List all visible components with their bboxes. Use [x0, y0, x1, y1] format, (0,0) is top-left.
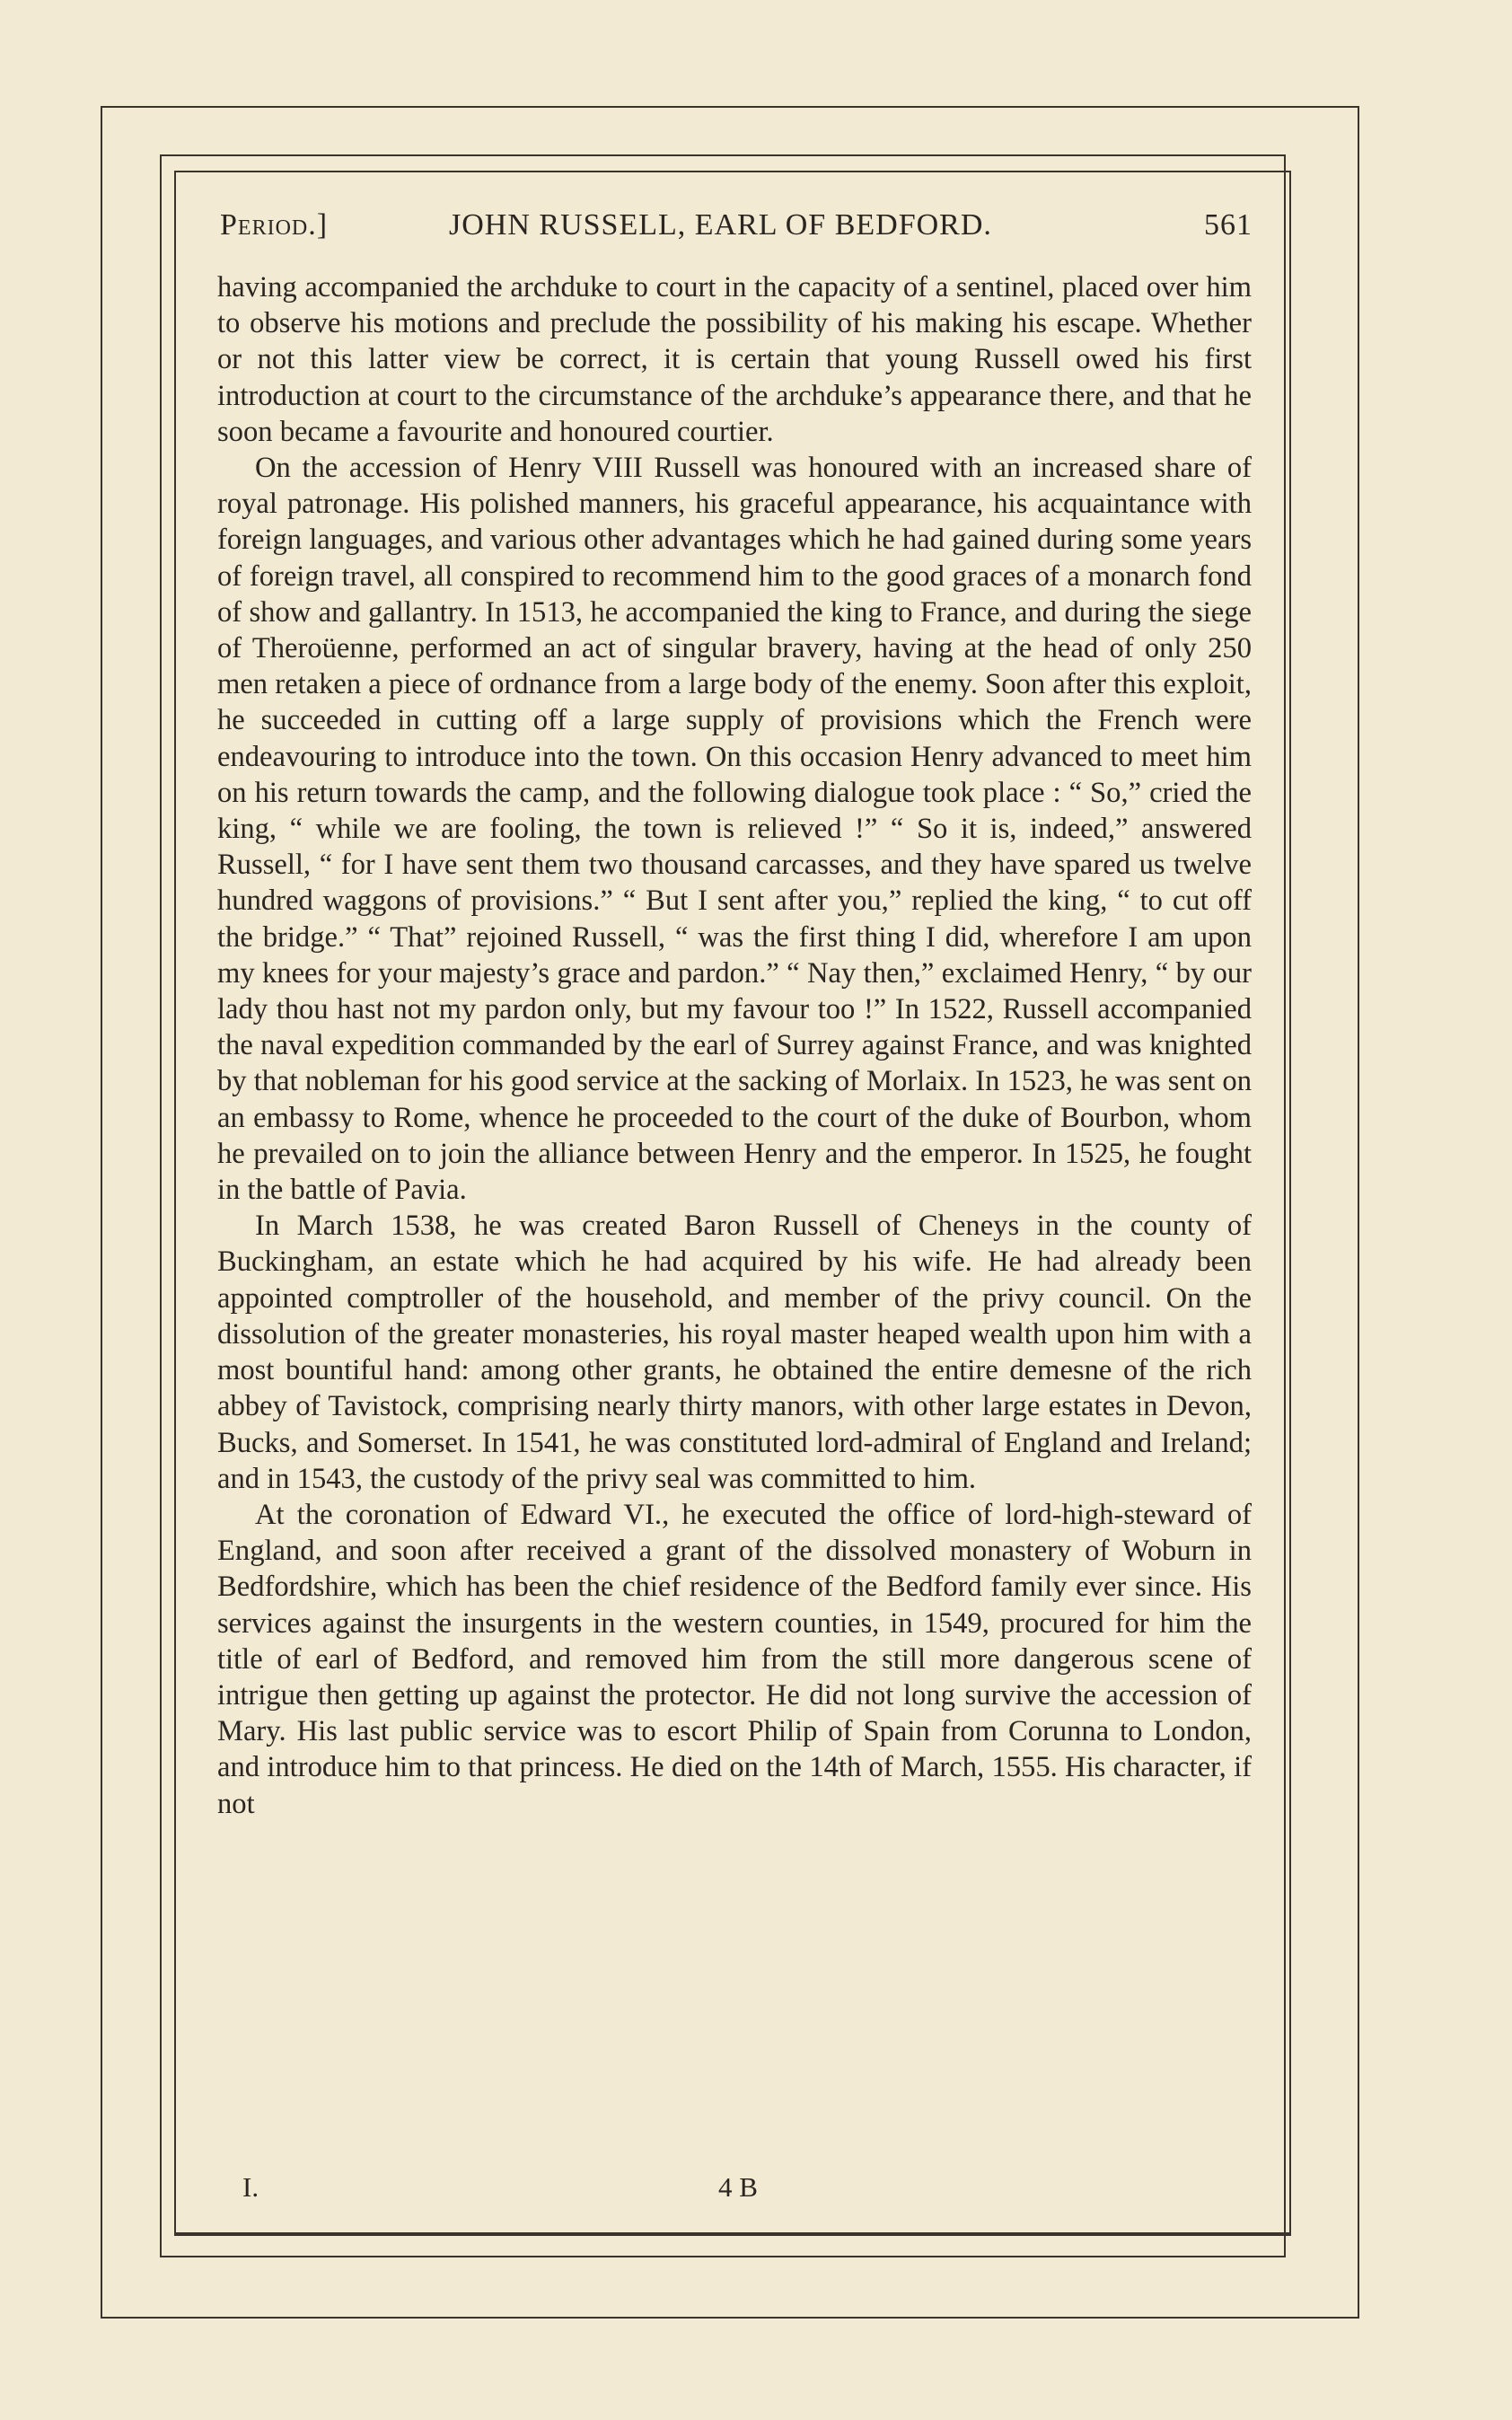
paragraph: having accompanied the archduke to court in the capacity of a sentinel, placed over him to observe his motions and preclude the possibility of his making his escape. Whether or not this latter view be correct, it is certain that young Russell owed his first introduction at court to the circumstance of the archduke’s appearance there, and that he soon became a favourite and honoured courtier.: [217, 271, 1252, 448]
paragraph: At the coronation of Edward VI., he executed the office of lord-high-steward of England, and soon after received a grant of the dissolved monastery of Woburn in Bedfordshire, which has been the chief residence of the Bedford family ever since. His services against the insurgents in the western counties, in 1549, procured for him the title of earl of Bedford, and removed him from the still more dangerous scene of intrigue then getting up against the protector. He did not long survive the accession of Mary. His last public service was to escort Philip of Spain from Corunna to London, and introduce him to that princess. He died on the 14th of March, 1555. His character, if not: [217, 1498, 1252, 1820]
page-number: 561: [1204, 208, 1253, 242]
header-title: JOHN RUSSELL, EARL OF BEDFORD.: [449, 208, 992, 242]
page-border-inner-right: [1289, 171, 1291, 2236]
paragraph: In March 1538, he was created Baron Russell of Cheneys in the county of Buckingham, an estate which he had acquired by his wife. He had already been appointed comptroller of the household, and member of the privy council. On the dissolution of the greater monasteries, his royal master heaped wealth upon him with a most bountiful hand: among other grants, he obtained the entire demesne of the rich abbey of Tavistock, comprising nearly thirty manors, with other large estates in Devon, Bucks, and Somerset. In 1541, he was constituted lord-admiral of England and Ireland; and in 1543, the custody of the privy seal was committed to him.: [217, 1210, 1252, 1495]
signature-mark: 4 B: [718, 2171, 758, 2203]
volume-mark: I.: [242, 2171, 259, 2203]
page-border-inner-bottom: [174, 2232, 1289, 2234]
page-footer: [242, 2171, 781, 2207]
header-section-label: Period.]: [220, 208, 329, 242]
body-text: [217, 269, 1252, 1822]
paragraph: On the accession of Henry VIII Russell was honoured with an increased share of royal patronage. His polished manners, his graceful appearance, his acquaintance with foreign languages, and various other advantages which he had gained during some years of foreign travel, all conspired to recommend him to the good graces of a monarch fond of show and gallantry. In 1513, he accompanied the king to France, and during the siege of Theroüenne, performed an act of singular bravery, having at the head of only 250 men retaken a piece of ordnance from a large body of the enemy. Soon after this exploit, he succeeded in cutting off a large supply of provisions which the French were endeavouring to introduce into the town. On this occasion Henry advanced to meet him on his return towards the camp, and the following dialogue took place : “ So,” cried the king, “ while we are fooling, the town is relieved !” “ So it is, indeed,” answered Russell, “ for I have sent them two thousand carcasses, and they have spared us twelve hundred waggons of provisions.” “ But I sent after you,” replied the king, “ to cut off the bridge.” “ That” rejoined Russell, “ was the first thing I did, wherefore I am upon my knees for your majesty’s grace and pardon.” “ Nay then,” exclaimed Henry, “ by our lady thou hast not my pardon only, but my favour too !” In 1522, Russell accompanied the naval expedition commanded by the earl of Surrey against France, and was knighted by that nobleman for his good service at the sacking of Morlaix. In 1523, he was sent on an embassy to Rome, whence he proceeded to the court of the duke of Bourbon, whom he prevailed on to join the alliance between Henry and the emperor. In 1525, he fought in the battle of Pavia.: [217, 452, 1252, 1207]
running-header: [220, 208, 1253, 250]
